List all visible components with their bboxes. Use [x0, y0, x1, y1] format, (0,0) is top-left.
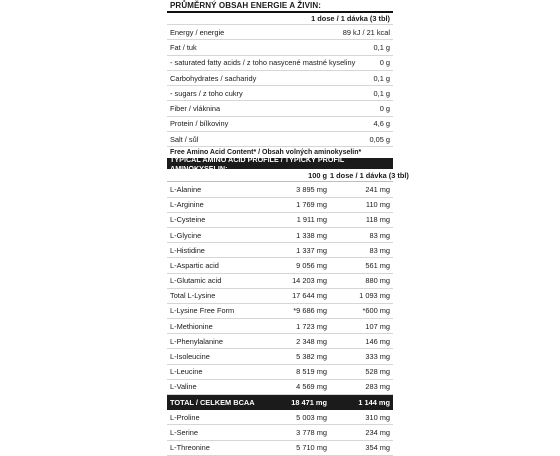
nutrient-label: - saturated fatty acids / z toho nasycené mastné kyseliny — [170, 58, 356, 68]
nutrition-row — [167, 117, 393, 132]
nutrition-row — [167, 56, 393, 71]
amino-dose: *600 mg — [362, 306, 390, 316]
amino-dose: 354 mg — [365, 443, 390, 453]
amino-per100: 5 382 mg — [296, 352, 327, 362]
amino-dose: 146 mg — [365, 336, 390, 346]
amino-name: Total L-Lysine — [170, 291, 216, 301]
amino-row — [167, 349, 393, 364]
nutrient-label: Carbohydrates / sacharidy — [170, 73, 257, 83]
nutrition-label — [167, 0, 409, 456]
amino-row — [167, 228, 393, 243]
amino-name: L-Arginine — [170, 200, 204, 210]
amino-dose: 333 mg — [365, 352, 390, 362]
amino-name: L-Glutamic acid — [170, 276, 222, 286]
amino-dose: 83 mg — [369, 230, 390, 240]
amino-dose: 107 mg — [365, 321, 390, 331]
nutrition-row — [167, 71, 393, 86]
bcaa-total-row — [167, 395, 393, 410]
amino-dose: 118 mg — [365, 215, 390, 225]
amino-name: L-Phenylalanine — [170, 336, 224, 346]
nutrition-row — [167, 101, 393, 116]
nutrition-rows — [167, 25, 393, 147]
amino-row — [167, 198, 393, 213]
amino-per100: 14 203 mg — [292, 276, 327, 286]
amino-dose: 283 mg — [365, 382, 390, 392]
nutrient-label: Salt / sůl — [170, 134, 199, 144]
nutrient-label: - sugars / z toho cukry — [170, 88, 243, 98]
amino-row — [167, 304, 393, 319]
amino-name: L-Glycine — [170, 230, 202, 240]
free-amino-title: Free Amino Acid Content* / Obsah volných aminokyselin* — [170, 149, 362, 157]
amino-row — [167, 410, 393, 425]
nutrient-label: Fat / tuk — [170, 42, 197, 52]
total-per100: 18 471 mg — [291, 398, 327, 408]
nutrition-row — [167, 25, 393, 40]
amino-dose: 1 093 mg — [359, 291, 390, 301]
amino-name: L-Valine — [170, 382, 197, 392]
amino-profile-title: TYPICAL AMINO ACID PROFILE / TYPICKÝ PROFIL AMINOKYSELIN: — [167, 158, 393, 169]
dose-column-label: 1 dose / 1 dávka (3 tbl) — [311, 14, 390, 23]
amino-rows — [167, 182, 393, 395]
amino-name: L-Cysteine — [170, 215, 206, 225]
amino-row — [167, 365, 393, 380]
nutrient-value: 0,05 g — [369, 134, 390, 144]
amino-dose: 110 mg — [365, 200, 390, 210]
amino-row — [167, 274, 393, 289]
amino-row — [167, 334, 393, 349]
amino-row — [167, 213, 393, 228]
amino-row — [167, 380, 393, 395]
amino-per100: 2 348 mg — [296, 336, 327, 346]
amino-name: L-Methionine — [170, 321, 213, 331]
amino-name: L-Lysine Free Form — [170, 306, 235, 316]
amino-name: L-Serine — [170, 427, 198, 437]
amino-per100: 9 056 mg — [296, 260, 327, 270]
nutrient-value: 0,1 g — [373, 88, 390, 98]
amino-per100: 3 778 mg — [296, 427, 327, 437]
nutrient-label: Energy / energie — [170, 27, 225, 37]
amino-row — [167, 441, 393, 456]
total-dose: 1 144 mg — [358, 398, 390, 408]
per100-column-label: 100 g — [308, 170, 327, 180]
amino-name: L-Histidine — [170, 245, 205, 255]
amino-row — [167, 289, 393, 304]
amino-per100: 1 769 mg — [296, 200, 327, 210]
amino-name: L-Threonine — [170, 443, 210, 453]
nutrition-row — [167, 40, 393, 55]
amino-name: L-Aspartic acid — [170, 260, 219, 270]
nutrient-value: 0,1 g — [373, 42, 390, 52]
amino-per100: *9 686 mg — [293, 306, 327, 316]
nutrition-row — [167, 86, 393, 101]
nutrient-value: 0 g — [379, 104, 390, 114]
nutrient-value: 89 kJ / 21 kcal — [342, 27, 390, 37]
dose-column-label: 1 dose / 1 dávka (3 tbl) — [330, 170, 409, 180]
amino-dose: 561 mg — [365, 260, 390, 270]
amino-dose: 241 mg — [365, 184, 390, 194]
amino-per100: 1 338 mg — [296, 230, 327, 240]
amino-per100: 3 895 mg — [296, 184, 327, 194]
nutrient-value: 0,1 g — [373, 73, 390, 83]
amino-per100: 1 911 mg — [296, 215, 327, 225]
amino-dose: 528 mg — [365, 367, 390, 377]
amino-per100: 5 003 mg — [296, 412, 327, 422]
amino-name: L-Alanine — [170, 184, 202, 194]
amino-dose: 234 mg — [365, 427, 390, 437]
amino-row — [167, 319, 393, 334]
amino-name: L-Isoleucine — [170, 352, 210, 362]
amino-row — [167, 258, 393, 273]
amino-dose: 880 mg — [365, 276, 390, 286]
amino-per100: 8 519 mg — [296, 367, 327, 377]
amino-per100: 4 569 mg — [296, 382, 327, 392]
nutrition-column-header — [167, 13, 393, 25]
amino-per100: 1 337 mg — [296, 245, 327, 255]
amino-rows-after — [167, 410, 393, 456]
amino-per100: 5 710 mg — [296, 443, 327, 453]
nutrient-label: Fiber / vláknina — [170, 104, 221, 114]
nutrient-value: 0 g — [379, 58, 390, 68]
nutrition-row — [167, 132, 393, 147]
total-name: TOTAL / CELKEM BCAA — [170, 398, 255, 408]
amino-row — [167, 425, 393, 440]
amino-row — [167, 243, 393, 258]
amino-dose: 83 mg — [369, 245, 390, 255]
amino-per100: 1 723 mg — [296, 321, 327, 331]
nutrient-label: Protein / bílkoviny — [170, 119, 229, 129]
nutrient-value: 4,6 g — [373, 119, 390, 129]
amino-row — [167, 182, 393, 197]
amino-name: L-Leucine — [170, 367, 203, 377]
amino-name: L-Proline — [170, 412, 200, 422]
nutrition-title: PRŮMĚRNÝ OBSAH ENERGIE A ŽIVIN: — [167, 0, 393, 13]
amino-dose: 310 mg — [365, 412, 390, 422]
amino-per100: 17 644 mg — [292, 291, 327, 301]
